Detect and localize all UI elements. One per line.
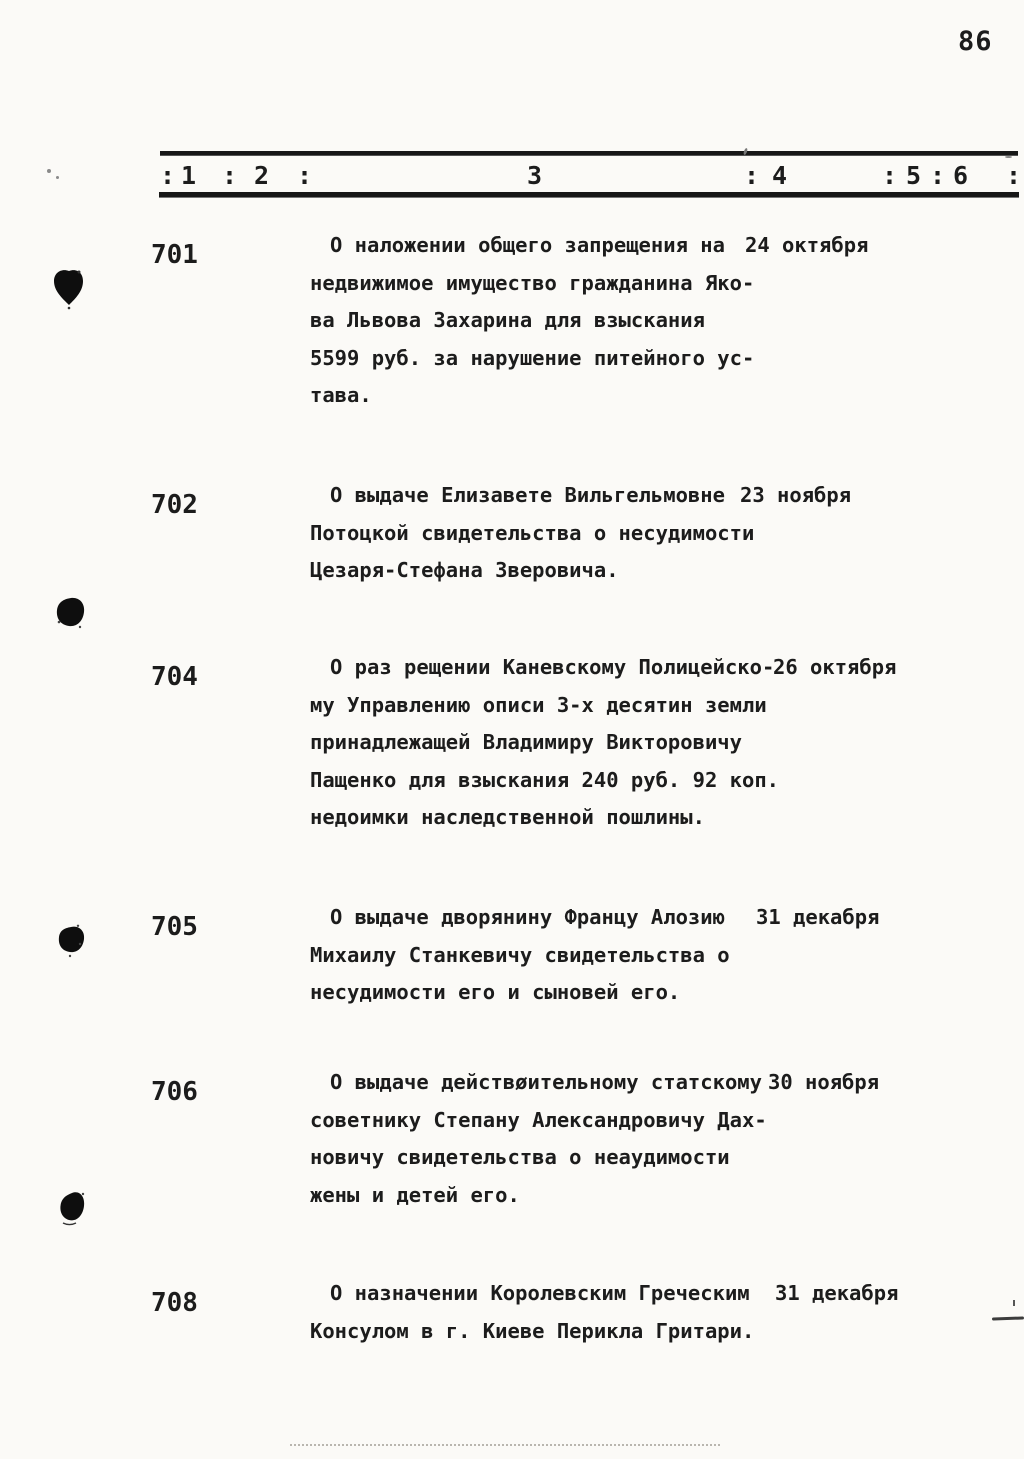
entry-text: [310, 1275, 754, 1350]
text-line: О выдаче действøительному статскому: [330, 1070, 762, 1094]
entry-number: 704: [151, 662, 198, 692]
column-separator: :: [222, 161, 238, 190]
text-line: ва Львова Захарина для взыскания: [310, 308, 705, 332]
column-label-6: 6: [953, 161, 969, 190]
text-line: жены и детей его.: [310, 1182, 520, 1207]
text-line: принадлежащей Владимиру Викторовичу: [310, 730, 742, 754]
ink-blot-icon: [54, 596, 88, 632]
text-line: О назначении Королевским Греческим: [330, 1281, 750, 1305]
column-label-4: 4: [772, 161, 788, 190]
text-line: тава.: [310, 383, 372, 407]
text-line: О выдаче дворянину Францу Алозию: [330, 905, 725, 929]
entry-text: [310, 1064, 767, 1214]
text-line: Потоцкой свидетельства о несудимости: [310, 520, 755, 545]
entry-date: 30 ноября: [768, 1070, 880, 1094]
column-label-3: 3: [527, 161, 543, 190]
text-line: О выдаче Елизавете Вильгельмовне: [330, 483, 725, 507]
text-line: советнику Степану Александровичу Дах-: [310, 1107, 767, 1132]
text-line: Михаилу Станкевичу свидетельства о: [310, 942, 730, 967]
ink-blot-icon: [56, 1190, 90, 1230]
page-number: 86: [958, 26, 993, 57]
ink-blot-icon: [52, 268, 86, 310]
entry-number: 705: [151, 912, 198, 942]
entry-text: [310, 899, 730, 1012]
column-label-1: 1: [181, 161, 197, 190]
entry-date: 31 декабря: [775, 1281, 899, 1305]
scan-speck: [1005, 156, 1012, 158]
text-line: недвижимое имущество гражданина Яко-: [310, 270, 755, 295]
text-line: О раз рещении Каневскому Полицейско-: [330, 655, 775, 679]
text-line: му Управлению описи 3-х десятин земли: [310, 692, 767, 717]
entry-date: 24 октября: [745, 233, 869, 257]
entry-number: 701: [151, 240, 198, 270]
text-line: Консулом в г. Киеве Перикла Гритари.: [310, 1318, 755, 1343]
text-line: недоимки наследственной пошлины.: [310, 805, 705, 829]
header-rule-top: [160, 151, 1018, 155]
entry-text: [310, 227, 754, 415]
entry-date: 26 октября: [773, 655, 897, 679]
pen-tick: [1013, 1300, 1015, 1306]
entry-text: [310, 649, 779, 837]
entry-number: 706: [151, 1077, 198, 1107]
column-separator: :: [160, 161, 176, 190]
text-line: Цезаря-Стефана Зверовича.: [310, 558, 619, 582]
column-separator: :: [882, 161, 898, 190]
column-label-2: 2: [254, 161, 270, 190]
text-line: новичу свидетельства о неаудимости: [310, 1145, 730, 1169]
ink-blot-icon: [56, 924, 88, 960]
column-separator: :: [930, 161, 946, 190]
text-line: О наложении общего запрещения на: [330, 233, 725, 257]
bottom-dotted-artifact: [290, 1444, 720, 1446]
scan-speck: [56, 176, 59, 179]
pen-stroke: [992, 1316, 1024, 1320]
header-rule-bottom: [159, 192, 1019, 197]
entry-date: 23 ноября: [740, 483, 852, 507]
column-separator: :: [297, 161, 313, 190]
scan-speck: [47, 169, 51, 173]
text-line: Пащенко для взыскания 240 руб. 92 коп.: [310, 767, 779, 792]
entry-number: 708: [151, 1288, 198, 1318]
text-line: 5599 руб. за нарушение питейного ус-: [310, 345, 755, 370]
text-line: несудимости его и сыновей его.: [310, 980, 681, 1004]
entry-text: [310, 477, 754, 590]
column-separator: :: [1006, 161, 1022, 190]
entry-number: 702: [151, 490, 198, 520]
column-separator: :: [744, 161, 760, 190]
column-label-5: 5: [906, 161, 922, 190]
entry-date: 31 декабря: [756, 905, 880, 929]
